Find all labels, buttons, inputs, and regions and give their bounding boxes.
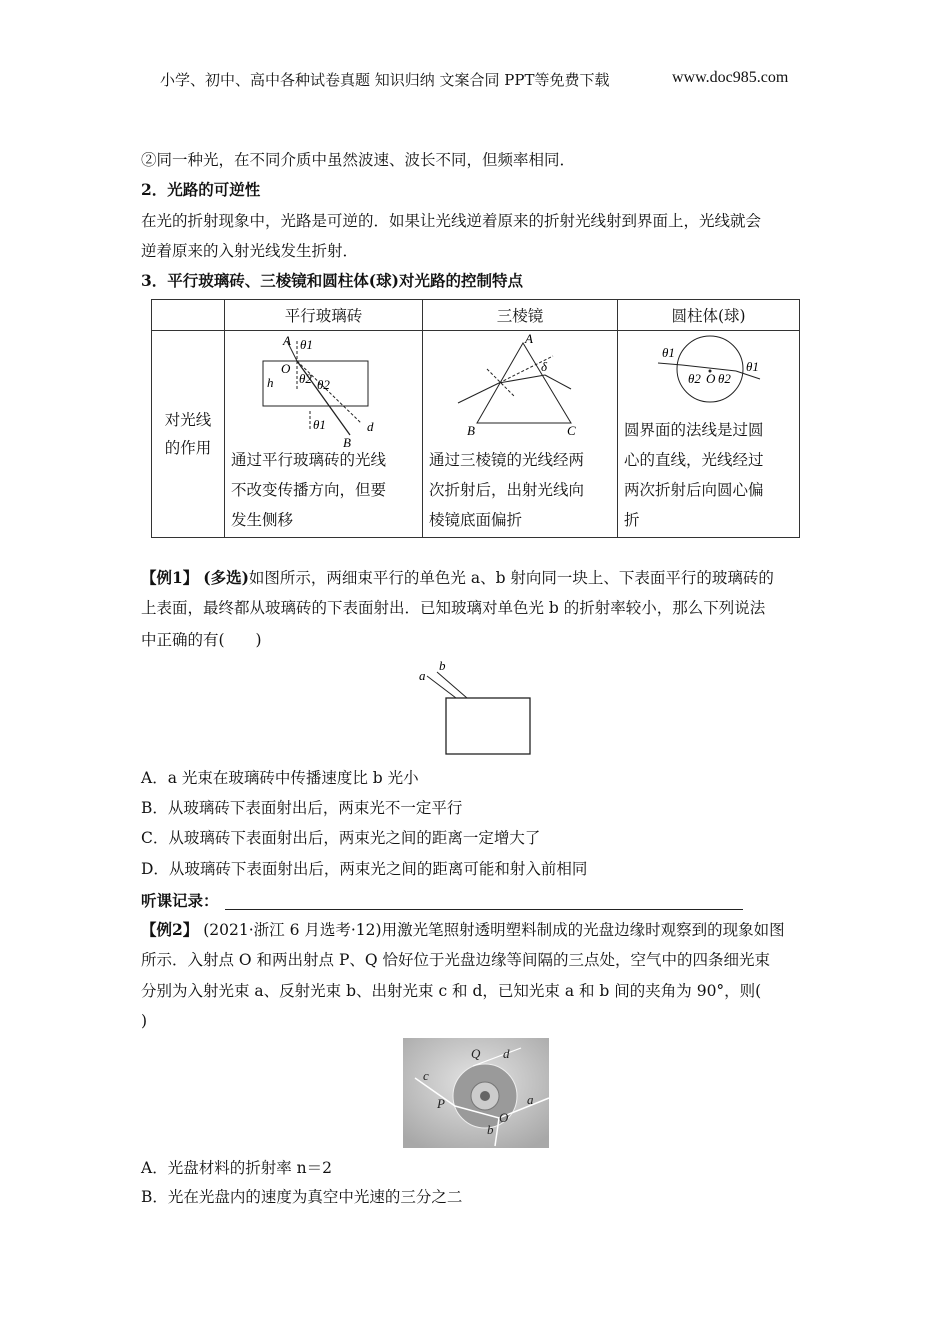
label-theta2: θ2 — [317, 377, 330, 392]
paragraph: 逆着原来的入射光线发生折射． — [141, 242, 359, 260]
label-C: C — [567, 423, 576, 438]
label-Q: Q — [471, 1046, 481, 1061]
label-theta1: θ1 — [662, 345, 675, 360]
cell-line: 次折射后，出射光线向 — [429, 481, 585, 499]
example1-line: 上表面，最终都从玻璃砖的下表面射出．已知玻璃对单色光 b 的折射率较小，那么下列说法 — [141, 599, 766, 617]
notes-line[interactable] — [225, 909, 743, 910]
page-header — [160, 69, 800, 90]
label-B: B — [343, 435, 351, 450]
header-url: www.doc985.com — [672, 69, 789, 86]
row-label-line: 对光线 — [164, 411, 212, 429]
example2-line: 所示．入射点 O 和两出射点 P、Q 恰好位于光盘边缘等间隔的三点处，空气中的四条细光束 — [141, 951, 771, 969]
disc-photo — [403, 1038, 549, 1148]
label-b: b — [487, 1122, 494, 1137]
glass-slab-diagram — [225, 331, 422, 450]
paragraph: 在光的折射现象中，光路是可逆的．如果让光线逆着原来的折射光线射到界面上，光线就会 — [141, 212, 762, 230]
label-P: P — [437, 1096, 445, 1111]
option-b: B．从玻璃砖下表面射出后，两束光不一定平行 — [141, 799, 463, 817]
text: 如图所示，两细束平行的单色光 a、b 射向同一块上、下表面平行的玻璃砖的 — [248, 569, 774, 587]
example2-line — [141, 920, 785, 940]
label-O: O — [281, 361, 291, 376]
label-B: B — [467, 423, 475, 438]
label-h: h — [267, 375, 274, 390]
cylinder-diagram — [618, 331, 799, 411]
label-theta2: θ2 — [299, 371, 312, 386]
intro-line: ②同一种光，在不同介质中虽然波速、波长不同，但频率相同． — [141, 151, 576, 169]
header-cell: 三棱镜 — [423, 300, 618, 331]
row-label-line: 的作用 — [164, 439, 212, 457]
label-theta1: θ1 — [746, 359, 759, 374]
example-tag: 【例2】 — [141, 920, 199, 939]
header-cell: 平行玻璃砖 — [225, 300, 423, 331]
prism-diagram — [423, 331, 617, 441]
cell-line: 圆界面的法线是过圆 — [624, 421, 764, 439]
cell-line: 棱镜底面偏折 — [429, 511, 523, 529]
option-a: A．a 光束在玻璃砖中传播速度比 b 光小 — [141, 769, 419, 787]
example2-line: 分别为入射光束 a、反射光束 b、出射光束 c 和 d，已知光束 a 和 b 间的夹角为 90°，则( — [141, 982, 762, 1000]
label-O: O — [706, 371, 716, 386]
label-d: d — [367, 419, 374, 434]
cell-line: 不改变传播方向，但要 — [231, 481, 387, 499]
label-a: a — [527, 1092, 534, 1107]
label-c: c — [423, 1068, 429, 1083]
header-cell — [152, 300, 225, 331]
label-theta2: θ2 — [718, 371, 731, 386]
cell-line: 两次折射后向圆心偏 — [624, 481, 764, 499]
slab-cell — [225, 331, 423, 538]
label-b: b — [439, 658, 446, 673]
section-heading-2: 2．光路的可逆性 — [141, 180, 261, 199]
example1-line — [141, 568, 774, 588]
cell-line: 发生侧移 — [231, 511, 294, 529]
comparison-table — [151, 299, 800, 538]
label-theta1: θ1 — [300, 337, 313, 352]
option-c: C．从玻璃砖下表面射出后，两束光之间的距离一定增大了 — [141, 829, 541, 847]
label-A: A — [525, 331, 533, 346]
cell-line: 通过平行玻璃砖的光线 — [231, 451, 387, 469]
example1-line: 中正确的有( ) — [141, 631, 262, 649]
option-d: D．从玻璃砖下表面射出后，两束光之间的距离可能和射入前相同 — [141, 860, 588, 878]
cell-line: 折 — [624, 511, 640, 529]
header-text: 小学、初中、高中各种试卷真题 知识归纳 文案合同 PPT等免费下载 — [160, 71, 610, 89]
label-a: a — [419, 668, 426, 683]
multi-select-tag: (多选) — [203, 568, 249, 587]
cell-line: 心的直线，光线经过 — [624, 451, 764, 469]
notes-label: 听课记录： — [141, 891, 219, 910]
label-d: d — [503, 1046, 510, 1061]
label-theta2: θ2 — [688, 371, 701, 386]
cylinder-cell — [618, 331, 800, 538]
section-heading-3: 3．平行玻璃砖、三棱镜和圆柱体(球)对光路的控制特点 — [141, 271, 523, 290]
example-tag: 【例1】 — [141, 568, 199, 587]
prism-cell — [423, 331, 618, 538]
option-b: B．光在光盘内的速度为真空中光速的三分之二 — [141, 1188, 463, 1206]
label-theta1: θ1 — [313, 417, 326, 432]
example2-line: ) — [141, 1012, 148, 1030]
option-a: A．光盘材料的折射率 n＝2 — [141, 1159, 332, 1177]
label-O: O — [499, 1110, 509, 1125]
example1-figure — [415, 658, 535, 758]
row-label — [152, 331, 225, 538]
text: (2021·浙江 6 月选考·12)用激光笔照射透明塑料制成的光盘边缘时观察到的现象如图 — [203, 921, 785, 939]
header-cell: 圆柱体(球) — [618, 300, 800, 331]
cell-line: 通过三棱镜的光线经两 — [429, 451, 585, 469]
label-A: A — [283, 333, 291, 348]
label-delta: δ — [541, 359, 548, 374]
